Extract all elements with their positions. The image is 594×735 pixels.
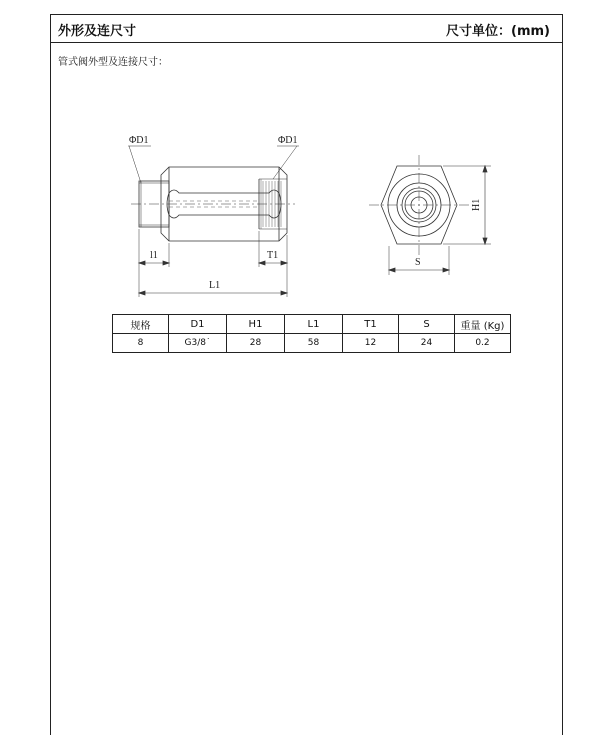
- header-cell: D1: [169, 315, 227, 334]
- header-cell: 规格: [113, 315, 169, 334]
- t1-label: T1: [267, 250, 279, 261]
- header-cell: L1: [285, 315, 343, 334]
- spec-table: [112, 314, 511, 353]
- table-cell: 58: [285, 334, 343, 353]
- header-cell: 重量 (Kg): [455, 315, 511, 334]
- side-view: [128, 146, 299, 297]
- header-cell: T1: [343, 315, 399, 334]
- table-row: [113, 334, 511, 353]
- table-header-row: [113, 315, 511, 334]
- table-cell: 12: [343, 334, 399, 353]
- table-cell: 28: [227, 334, 285, 353]
- l1-total-label: L1: [209, 280, 221, 291]
- end-view: [369, 155, 491, 275]
- table-cell: 0.2: [455, 334, 511, 353]
- page-frame: [50, 14, 563, 735]
- phi-d1-left-label: ΦD1: [129, 135, 149, 146]
- subtitle: 管式阀外型及连接尺寸：: [58, 57, 168, 68]
- l1-small-label: l1: [150, 250, 158, 261]
- header-cell: S: [399, 315, 455, 334]
- table-cell: 8: [113, 334, 169, 353]
- technical-drawing: [51, 15, 562, 305]
- h1-label: H1: [471, 198, 482, 211]
- phi-d1-right-label: ΦD1: [278, 135, 298, 146]
- header-cell: H1: [227, 315, 285, 334]
- s-label: S: [415, 257, 421, 268]
- section-title: 外形及连尺寸: [58, 24, 137, 39]
- table-cell: G3/8˙: [169, 334, 227, 353]
- table-cell: 24: [399, 334, 455, 353]
- unit-label: 尺寸单位：(mm): [446, 24, 550, 39]
